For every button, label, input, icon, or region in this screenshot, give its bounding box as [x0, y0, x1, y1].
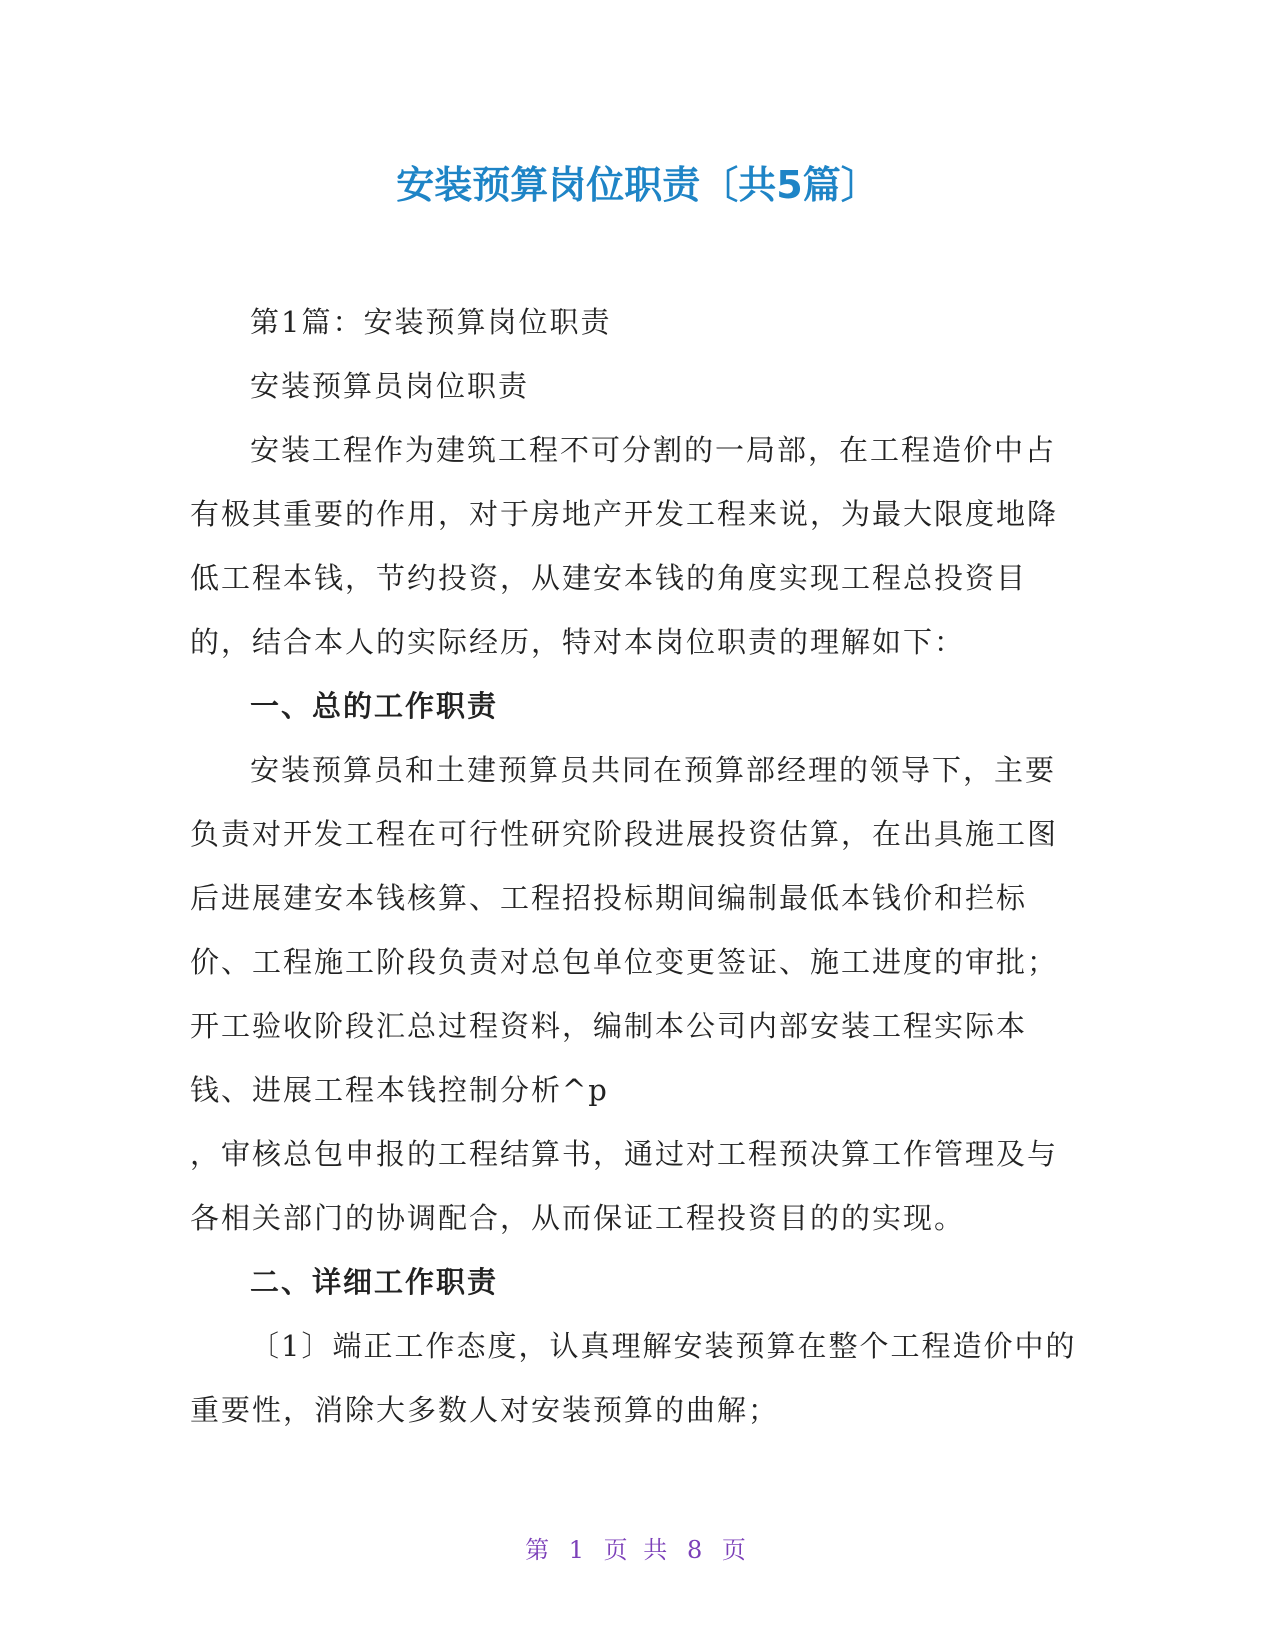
page-title: 安装预算岗位职责〔共5篇〕: [396, 163, 879, 207]
page-footer: [0, 1535, 1275, 1565]
footer-total-pages: 8: [686, 1536, 707, 1564]
detailed-duty-item-1: 〔1〕端正工作态度，认真理解安装预算在整个工程造价中的重要性，消除大多数人对安装预算的曲解；: [190, 1329, 1077, 1427]
footer-current-page: 1: [568, 1536, 589, 1564]
intro-paragraph: 安装工程作为建筑工程不可分割的一局部，在工程造价中占有极其重要的作用，对于房地产开发工程来说，为最大限度地降低工程本钱，节约投资，从建安本钱的角度实现工程总投资目的，结合本人的实际经历，特对本岗位职责的理解如下：: [190, 433, 1059, 659]
document-body: [190, 290, 1080, 1442]
general-duties-paragraph: 安装预算员和土建预算员共同在预算部经理的领导下，主要负责对开发工程在可行性研究阶段进展投资估算，在出具施工图后进展建安本钱核算、工程招投标期间编制最低本钱价和拦标价、工程施工阶段负责对总包单位变更签证、施工进度的审批；开工验收阶段汇总过程资料，编制本公司内部安装工程实际本钱、进展工程本钱控制分析^p: [190, 753, 1059, 1107]
heading-general-duties: 一、总的工作职责: [250, 689, 499, 723]
footer-prefix: 第: [525, 1536, 554, 1564]
heading-detailed-duties: 二、详细工作职责: [250, 1265, 499, 1299]
footer-middle: 页 共: [603, 1536, 672, 1564]
footer-suffix: 页: [721, 1536, 750, 1564]
document-subtitle: 安装预算员岗位职责: [250, 369, 530, 403]
general-duties-continuation: ，审核总包申报的工程结算书，通过对工程预决算工作管理及与各相关部门的协调配合，从而保证工程投资目的的实现。: [190, 1137, 1059, 1235]
section-label: 第1篇：安装预算岗位职责: [250, 305, 612, 339]
